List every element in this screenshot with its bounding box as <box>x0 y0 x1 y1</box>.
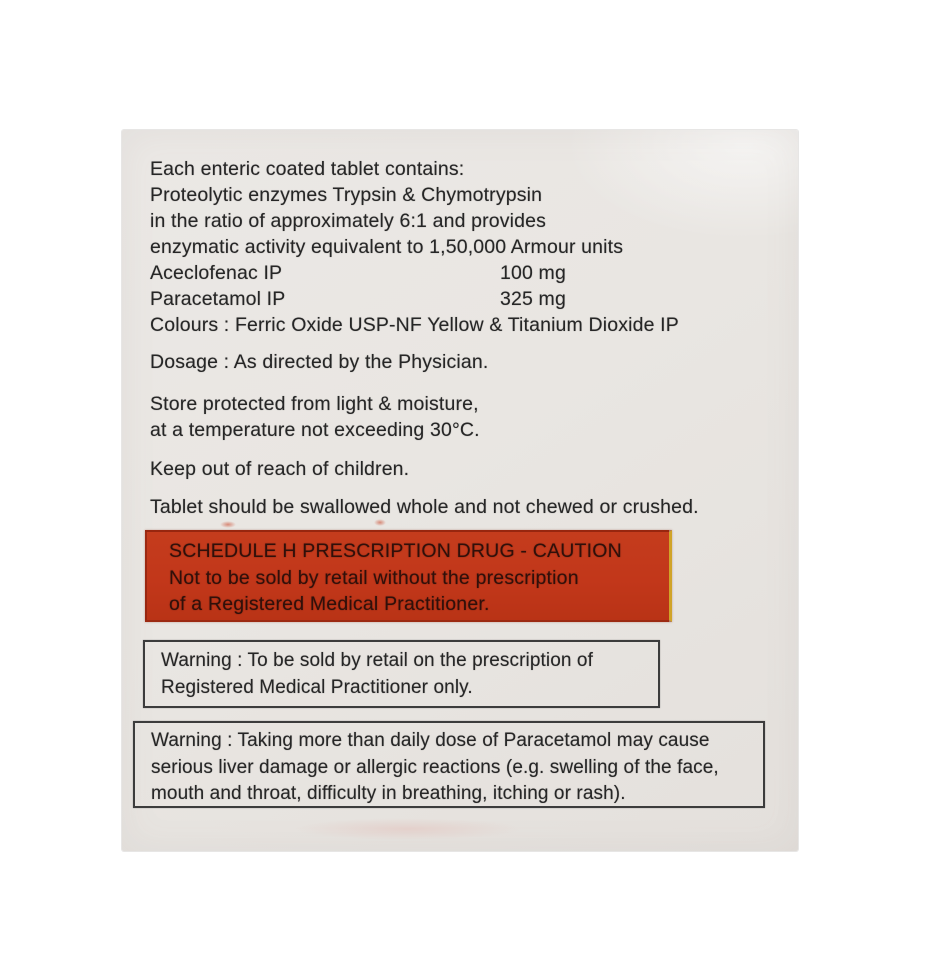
retail-warning-box <box>143 640 660 708</box>
composition-line: in the ratio of approximately 6:1 and provides <box>150 210 547 232</box>
schedule-caution-title: SCHEDULE H PRESCRIPTION DRUG - CAUTION <box>169 540 622 562</box>
paracetamol-warning-line: mouth and throat, difficulty in breathing, itching or rash). <box>151 783 626 804</box>
print-artifact-speck <box>220 521 236 528</box>
composition-line: Proteolytic enzymes Trypsin & Chymotrypsin <box>150 184 543 206</box>
composition-line: Each enteric coated tablet contains: <box>150 158 465 180</box>
schedule-caution-line: Not to be sold by retail without the prescription <box>169 566 579 589</box>
medicine-label-panel <box>122 130 798 851</box>
schedule-caution-line: of a Registered Medical Practitioner. <box>169 593 490 615</box>
print-artifact-speck <box>374 519 386 526</box>
retail-warning-line: Warning : To be sold by retail on the prescription of <box>161 650 593 671</box>
ingredient-name: Aceclofenac IP <box>150 262 283 284</box>
swallow-whole-line: Tablet should be swallowed whole and not chewed or crushed. <box>150 496 699 518</box>
ingredient-amount: 325 mg <box>500 288 566 310</box>
keep-out-of-reach-line: Keep out of reach of children. <box>150 458 410 480</box>
paracetamol-warning-box <box>133 721 765 808</box>
ingredient-amount: 100 mg <box>500 262 566 284</box>
composition-line: enzymatic activity equivalent to 1,50,000 Armour units <box>150 236 624 258</box>
storage-block <box>150 391 480 443</box>
dosage-line: Dosage : As directed by the Physician. <box>150 351 489 373</box>
storage-line: Store protected from light & moisture, <box>150 393 479 415</box>
ingredient-name: Paracetamol IP <box>150 288 286 310</box>
composition-block <box>150 156 679 338</box>
photo-smudge-artifact <box>292 818 522 840</box>
schedule-h-caution-box <box>145 530 672 622</box>
ingredient-row <box>150 260 679 286</box>
retail-warning-line: Registered Medical Practitioner only. <box>161 677 473 698</box>
ingredient-row <box>150 286 679 312</box>
paracetamol-warning-line: Warning : Taking more than daily dose of Paracetamol may cause <box>151 730 710 751</box>
paracetamol-warning-line: serious liver damage or allergic reactions (e.g. swelling of the face, <box>151 756 719 778</box>
colours-line: Colours : Ferric Oxide USP-NF Yellow & Titanium Dioxide IP <box>150 314 679 336</box>
storage-line: at a temperature not exceeding 30°C. <box>150 419 480 441</box>
